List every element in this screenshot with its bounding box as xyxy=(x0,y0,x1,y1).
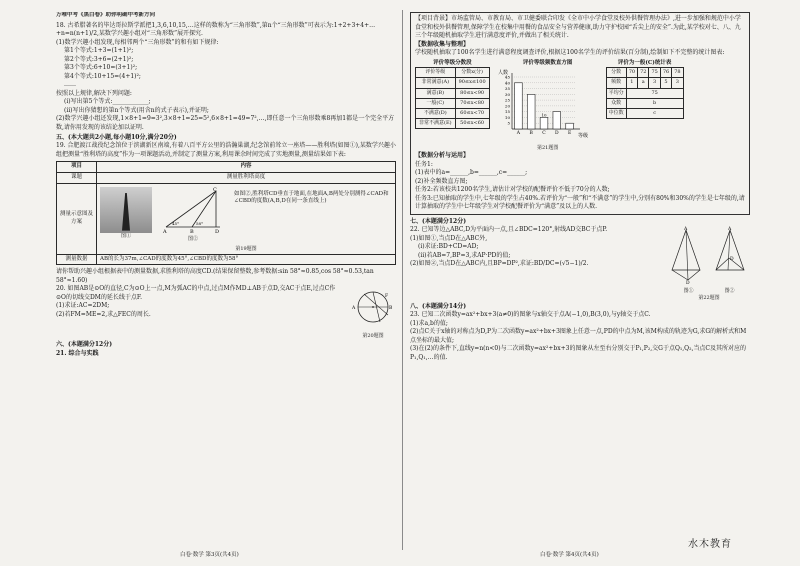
row-topic-value: 测量胜利塔高度 xyxy=(97,172,396,183)
q18-eq: …… xyxy=(64,81,76,89)
grade-cell: 一般(C) xyxy=(416,98,456,108)
tower-icon xyxy=(122,193,130,231)
q18-eq: 第2个等式:3+6=(2+1)²; xyxy=(64,55,134,63)
fig20 xyxy=(350,285,396,340)
circle-diagram xyxy=(350,285,396,329)
q23-part3: (3)在(2)的条件下,直线y=n(n<0)与二次函数y=ax²+bx+3的图象从左至右分别交于P₁,P₂,交G于点Q₁,Q₂,当点C及其所对应的P₁,Q₁,…的值. xyxy=(410,345,747,361)
q23-stem: 23. 已知二次函数y=ax²+bx+3(a≠0)的图象与x轴交于点A(−1,0),B(3,0),与y轴交于点C. xyxy=(410,311,651,319)
task1-label: 任务1: xyxy=(415,160,433,168)
row-topic-key: 课题 xyxy=(57,172,97,183)
x-tick-label: E xyxy=(567,131,571,137)
stat-score: 70 xyxy=(626,68,637,78)
histogram-bar xyxy=(565,124,573,130)
grade-cell: 80≤x<90 xyxy=(455,88,489,98)
histogram-bar xyxy=(527,95,535,130)
section-8-heading: 八、(本题满分14分) xyxy=(410,302,467,310)
y-tick-label: 20 xyxy=(504,103,510,109)
grade-cell: 非常满意(A) xyxy=(416,78,456,88)
svg-text:D: D xyxy=(686,281,690,285)
svg-text:D: D xyxy=(730,257,734,263)
grade-cell: 不满意(D) xyxy=(416,108,456,118)
project-background: 【项目背景】市场监管局、市教育局、市卫健委联合印发《全市中小学食堂及校外供餐管理办法》,进一步加强和规范中小学食堂和校外供餐管理,保障学生在校集中用餐的食品安全与营养健康,助力守护校园“舌尖上的安全”.为此,某学校对七、八、九三个年级随机抽取学生进行满意度评价,并做出了相关统计. xyxy=(415,15,741,40)
q22-stem: 22. 已知等边△ABC,D为平面内一点,且∠BDC=120°,射线AD交BC于点P. xyxy=(410,226,608,234)
q18-eq: 第3个等式:6+10=(3+1)²; xyxy=(64,64,138,72)
histogram xyxy=(496,67,600,141)
histogram-ylabel: 人数 xyxy=(497,70,508,77)
grade-cell: 非常不满意(E) xyxy=(416,118,456,128)
fig19-diagram-block xyxy=(158,187,228,244)
q18-part2: (2)数学兴趣小组还发现,1×8+1=9=3²,3×8+1=25=5²,6×8+1=49=7²,…,即任意一个三角形数乘8再加1都是一个完全平方数,请你用发现的该结论加以证明. xyxy=(56,115,395,131)
task1-part1: (1)表中的a=______,b=______,c=______; xyxy=(415,169,528,177)
table-header-content: 内容 xyxy=(97,162,396,173)
measurement-table xyxy=(56,161,396,265)
q20-part1: (1)求证:AC=2DM; xyxy=(56,302,110,310)
y-tick-label: 40 xyxy=(504,80,510,86)
fig19-photo-block xyxy=(100,187,152,240)
q18-stem: 18. 古希腊著名的毕达哥拉斯学派把1,3,6,10,15,…这样的数称为“三角形数”,第n个“三角形数”可表示为:1+2+3+4+…+n=n(n+1)/2,某数学兴趣小组对“三角形数”展开探究. xyxy=(56,21,376,38)
q20-stem: 20. 如图AB是⊙O的直径,C为⊙O上一点,M为弧AC的中点,过点M作MD⊥AB于点D,交AC于点E,过点C作⊙O的切线交DM的延长线于点F. xyxy=(56,285,336,301)
grade-col-header: 分数x(分) xyxy=(455,68,489,78)
x-tick-label: B xyxy=(529,131,533,137)
stat-freq: 3 xyxy=(672,78,683,88)
x-tick-label: D xyxy=(554,131,559,137)
data-collection-text: 学校随机抽取了100名学生进行满意程度调查评价,根据这100名学生的评价结果(百分制),绘制如下不完整的统计图表: xyxy=(415,49,725,57)
q18-part1: (1)数学兴趣小组发现,每相邻两个“三角形数”的和有如下规律: xyxy=(56,38,219,46)
analysis-heading: 【数据分析与运用】 xyxy=(415,151,470,159)
q18-eq: 第1个等式:1+3=(1+1)²; xyxy=(64,47,134,55)
watermark: 水木教育 xyxy=(688,538,732,550)
y-tick-label: 30 xyxy=(504,92,510,98)
page-divider xyxy=(402,10,403,550)
angle-58-label: 58° xyxy=(196,220,204,226)
row-data-value: AB的长为37m,∠CAD的度数为45°,∠CBD的度数为58° xyxy=(97,254,396,265)
fig22-labels xyxy=(668,288,750,295)
grade-cell: 满意(B) xyxy=(416,88,456,98)
y-tick-label: 10 xyxy=(504,115,510,121)
figures-row xyxy=(415,60,745,152)
svg-text:F: F xyxy=(385,294,389,300)
fig19-group xyxy=(100,185,392,246)
stat-table xyxy=(606,67,684,118)
svg-text:C: C xyxy=(213,186,217,193)
svg-text:B: B xyxy=(190,228,194,233)
stat-label: 众数 xyxy=(606,98,626,108)
data-collection-heading: 【数据收集与整理】 xyxy=(415,40,470,48)
stat-label: 平均分 xyxy=(606,88,626,98)
q18-ii: (ⅱ)写出你猜想的第n个等式(用含n的式子表示),并证明; xyxy=(64,106,209,114)
fig2-caption: 图② xyxy=(187,236,198,243)
stat-label: 分数 xyxy=(606,68,626,78)
q23-part1: (1)求a,b的值; xyxy=(410,319,448,327)
q20-block xyxy=(56,285,396,340)
stat-freq: a xyxy=(638,78,649,88)
stat-freq: 1 xyxy=(626,78,637,88)
left-page xyxy=(56,12,396,552)
q20-part2: (2)若FM=ME=2,求△FEC的周长. xyxy=(56,311,151,318)
svg-text:A: A xyxy=(728,227,732,233)
svg-text:D: D xyxy=(215,228,220,233)
fig19-caption: 第19题图 xyxy=(235,245,257,252)
histogram-title: 评价等级频数直方图 xyxy=(522,59,573,66)
fig22-caption: 第22题图 xyxy=(698,294,720,301)
q22-block xyxy=(410,226,750,302)
fig1-caption: 图① xyxy=(120,232,131,239)
stat-score: 78 xyxy=(672,68,683,78)
page-header: 万唯中考《黑白卷》助你明确中考新方向 xyxy=(56,12,156,18)
histogram-bar xyxy=(514,83,522,129)
task1-part2: (2)补全频数直方图; xyxy=(415,177,468,185)
q22-part2: (2)如图②,当点D在△ABC内,且BP=DP²,求证:BD/DC=(√5−1)/2. xyxy=(410,260,589,268)
stat-score: 76 xyxy=(660,68,671,78)
y-tick-label: 15 xyxy=(504,109,510,115)
section-6-heading: 六、(本题满分12分) xyxy=(56,341,113,349)
svg-text:A: A xyxy=(352,306,356,312)
svg-text:A: A xyxy=(684,227,688,233)
grade-col-header: 评价等级 xyxy=(416,68,456,78)
y-tick-label: 45 xyxy=(504,74,510,80)
stat-table-title: 评价为一般(C)统计表 xyxy=(617,59,672,66)
stat-score: 75 xyxy=(649,68,660,78)
triangle-diagram xyxy=(158,187,228,233)
stat-freq: 5 xyxy=(660,78,671,88)
row-plan-key: 测量示意图及方案 xyxy=(57,183,97,254)
task3: 任务3:已知抽取的学生中,七年级的学生占40%.若评价为“一般”和“不满意”的学生中,分别有80%和30%的学生是七年级的,请计算抽取的学生中七年级学生对学校配餐评价为“满意”及以上的人数. xyxy=(415,194,745,211)
stat-table-block xyxy=(606,60,684,119)
stat-label: 中位数 xyxy=(606,108,626,118)
x-tick-label: A xyxy=(516,131,520,137)
y-tick-label: 5 xyxy=(507,121,510,127)
left-footer: 白卷·数学 第3页(共4页) xyxy=(180,552,239,559)
fig21-caption: 第21题图 xyxy=(536,144,559,151)
table-header-item: 项目 xyxy=(57,162,97,173)
histogram-block xyxy=(496,60,600,152)
fig22-2-label: 图② xyxy=(724,287,735,294)
triangle-figures xyxy=(668,226,750,284)
q22-part1-i: (ⅰ)求证:BD+CD=AD; xyxy=(418,243,479,251)
row-data-key: 测量数据 xyxy=(57,254,97,265)
fig20-caption: 第20题图 xyxy=(362,332,384,339)
q20-text xyxy=(56,285,344,319)
histogram-xlabel: 等级 xyxy=(577,133,588,140)
plan-text: 如图②,胜利塔CD垂直于地面,在地面A,B两处分别测得∠CAD和∠CBD的度数(A,B,D在同一条直线上) xyxy=(234,190,389,205)
x-tick-label: C xyxy=(541,131,546,137)
svg-text:B: B xyxy=(389,306,393,312)
grade-table xyxy=(415,67,490,129)
stat-median: c xyxy=(626,108,683,118)
stat-label: 频数 xyxy=(606,78,626,88)
section-5-heading: 五、(本大题共2小题,每小题10分,满分20分) xyxy=(56,133,177,141)
grade-cell: 60≤x<70 xyxy=(455,108,489,118)
svg-text:A: A xyxy=(163,228,167,233)
section-7-heading: 七、(本题满分12分) xyxy=(410,217,467,225)
q18-equations xyxy=(56,47,396,90)
y-tick-label: 35 xyxy=(504,86,510,92)
q23-part2: (2)点C关于x轴的对称点为D,P为二次函数y=ax²+bx+3图象上任意一点,PD的中点为M,该M构成的轨迹为G,求G的解析式和M点坐标的最大值; xyxy=(410,328,747,344)
stat-mode: b xyxy=(626,98,683,108)
q22-part1-ii: (ⅱ)若AB=7,BP=3,求AP·PD的值; xyxy=(418,251,511,259)
task2: 任务2:若该校共1200名学生,请估计对学校的配餐评价不低于70分的人数; xyxy=(415,186,610,194)
grade-cell: 50≤x<60 xyxy=(455,118,489,128)
histogram-bar xyxy=(553,112,561,129)
project-background-box xyxy=(410,12,750,215)
angle-45-label: 45° xyxy=(172,220,180,226)
grade-cell: 70≤x<80 xyxy=(455,98,489,108)
q18-i: (ⅰ)写出第5个等式:____________; xyxy=(64,98,151,106)
grade-table-block xyxy=(415,60,490,129)
fig22 xyxy=(668,226,750,302)
tower-photo xyxy=(100,187,152,233)
histogram-bar xyxy=(540,118,548,130)
grade-table-title: 评价等级分数段 xyxy=(433,59,472,66)
stat-mean: 75 xyxy=(626,88,683,98)
stat-freq: 3 xyxy=(649,78,660,88)
q19-ask: 请你帮助兴趣小组根据表中的测量数据,求胜利塔的高度CD.(结果保留整数,参考数据:sin 58°≈0.85,cos 58°≈0.53,tan 58°≈1.60) xyxy=(56,268,374,284)
q21-title: 21. 综合与实践 xyxy=(56,349,99,357)
fig22-1-label: 图① xyxy=(683,287,694,294)
q19-stem: 19. 合肥渡江战役纪念馆位于滨湖新区南端,有着八百平方公里的浩瀚巢湖,纪念馆前耸立一座塔——胜利塔(如图①),某数学兴趣小组把测量“胜利塔的高度”作为一项课题活动,并制定了测量方案,利用课余时间完成了实地测量,测量结果如下表: xyxy=(56,142,396,158)
q22-text xyxy=(410,226,662,269)
right-footer: 白卷·数学 第4页(共4页) xyxy=(540,552,599,559)
right-page xyxy=(410,12,750,552)
y-tick-label: 25 xyxy=(504,97,510,103)
row-plan-value xyxy=(97,183,396,254)
q22-part1: (1)如图①,当点D在△ABC外, xyxy=(410,234,488,242)
q18-rule: 按照以上规律,解决下列问题: xyxy=(56,89,132,97)
q18-eq: 第4个等式:10+15=(4+1)²; xyxy=(64,72,141,80)
bar-data-label: 10 xyxy=(541,112,547,118)
stat-score: 72 xyxy=(638,68,649,78)
grade-cell: 90≤x≤100 xyxy=(455,78,489,88)
